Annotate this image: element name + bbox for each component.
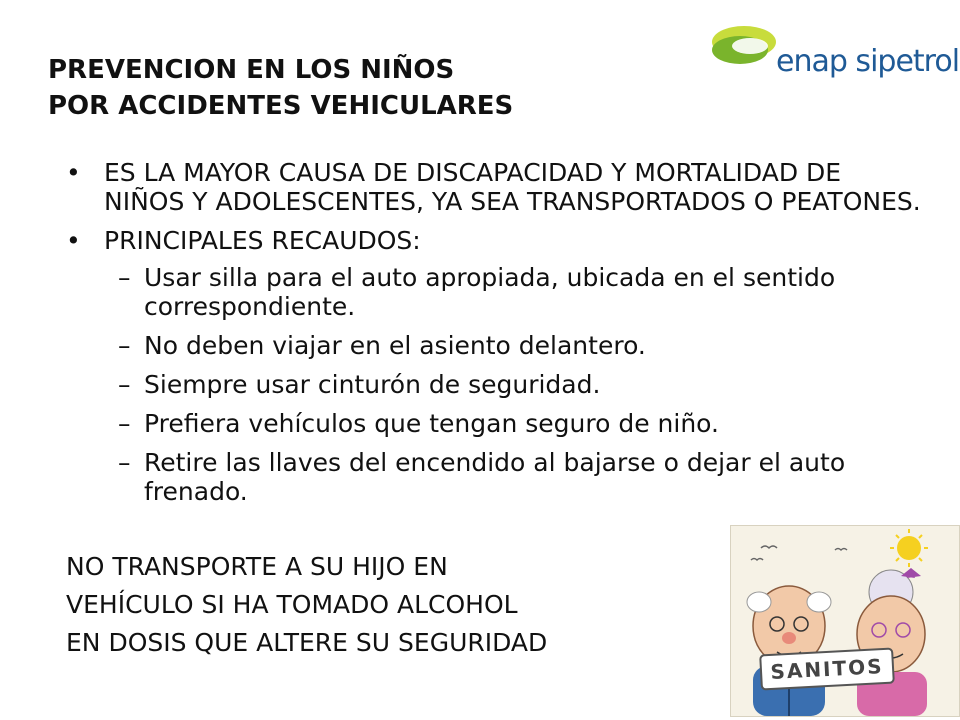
sub-item bbox=[104, 331, 926, 360]
sub-list bbox=[104, 263, 926, 506]
logo-leaf-icon bbox=[710, 20, 782, 82]
slide-title bbox=[48, 52, 513, 124]
sub-item-text: Usar silla para el auto apropiada, ubicada en el sentido correspondiente. bbox=[144, 263, 836, 321]
sanitos-sign bbox=[760, 649, 894, 690]
sub-item-text: No deben viajar en el asiento delantero. bbox=[144, 331, 646, 360]
cartoon-grandparents-icon bbox=[731, 526, 959, 716]
sub-item-text: Siempre usar cinturón de seguridad. bbox=[144, 370, 601, 399]
warning-line-1: NO TRANSPORTE A SU HIJO EN bbox=[66, 552, 448, 581]
dash-marker: – bbox=[118, 331, 131, 360]
sub-item-text: Retire las llaves del encendido al bajarse o dejar el auto frenado. bbox=[144, 448, 846, 506]
bullet-item bbox=[66, 158, 926, 216]
bullet-list bbox=[66, 158, 926, 516]
dash-marker: – bbox=[118, 263, 131, 292]
warning-text bbox=[66, 548, 547, 662]
title-line-2: POR ACCIDENTES VEHICULARES bbox=[48, 91, 514, 121]
sub-item bbox=[104, 448, 926, 506]
warning-line-3: EN DOSIS QUE ALTERE SU SEGURIDAD bbox=[66, 628, 548, 657]
bullet-text: ES LA MAYOR CAUSA DE DISCAPACIDAD Y MORTALIDAD DE NIÑOS Y ADOLESCENTES, YA SEA TRANSPORTADOS O PEATONES. bbox=[104, 158, 921, 216]
warning-line-2: VEHÍCULO SI HA TOMADO ALCOHOL bbox=[66, 590, 518, 619]
sub-item bbox=[104, 263, 926, 321]
title-line-1: PREVENCION EN LOS NIÑOS bbox=[48, 55, 455, 85]
sub-item bbox=[104, 409, 926, 438]
enap-sipetrol-logo bbox=[710, 20, 960, 90]
sub-item-text: Prefiera vehículos que tengan seguro de niño. bbox=[144, 409, 719, 438]
dash-marker: – bbox=[118, 409, 131, 438]
bullet-marker: • bbox=[66, 226, 81, 255]
sign-text: SANITOS bbox=[769, 654, 885, 684]
cartoon-illustration bbox=[730, 525, 960, 717]
logo-text: enap sipetrol bbox=[776, 44, 960, 79]
dash-marker: – bbox=[118, 448, 131, 477]
bullet-item bbox=[66, 226, 926, 506]
bullet-marker: • bbox=[66, 158, 81, 187]
bullet-text: PRINCIPALES RECAUDOS: bbox=[104, 226, 421, 255]
sub-item bbox=[104, 370, 926, 399]
dash-marker: – bbox=[118, 370, 131, 399]
